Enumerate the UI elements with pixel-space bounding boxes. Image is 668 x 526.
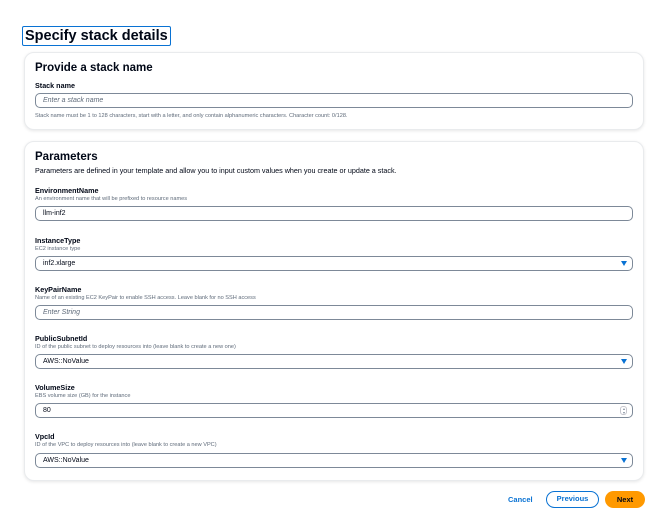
caret-down-icon xyxy=(621,261,627,266)
vpc-id-label: VpcId xyxy=(35,432,55,441)
number-spinner-icon[interactable] xyxy=(620,406,627,415)
stack-name-label: Stack name xyxy=(35,81,75,90)
vpc-id-hint: ID of the VPC to deploy resources into (leave blank to create a new VPC) xyxy=(35,442,217,448)
public-subnet-id-hint: ID of the public subnet to deploy resources into (leave blank to create a new one) xyxy=(35,344,236,350)
parameters-panel xyxy=(24,141,644,481)
vpc-id-value: AWS::NoValue xyxy=(43,457,89,464)
key-pair-name-hint: Name of an existing EC2 KeyPair to enable SSH access. Leave blank for no SSH access xyxy=(35,295,256,301)
stack-name-heading: Provide a stack name xyxy=(35,62,153,74)
vpc-id-select[interactable] xyxy=(35,453,633,468)
environment-name-hint: An environment name that will be prefixed to resource names xyxy=(35,196,188,202)
instance-type-label: InstanceType xyxy=(35,236,81,245)
cancel-button[interactable]: Cancel xyxy=(508,495,533,504)
stack-name-input[interactable]: Enter a stack name xyxy=(35,93,633,108)
volume-size-value: 80 xyxy=(43,407,51,414)
stack-name-hint: Stack name must be 1 to 128 characters, start with a letter, and only contain alphanumeric characters. Character count: 0/128. xyxy=(35,113,348,119)
page-title: Specify stack details xyxy=(22,26,171,46)
volume-size-label: VolumeSize xyxy=(35,383,75,392)
public-subnet-id-select[interactable] xyxy=(35,354,633,369)
parameters-heading: Parameters xyxy=(35,151,98,163)
next-button[interactable]: Next xyxy=(605,491,645,508)
public-subnet-id-label: PublicSubnetId xyxy=(35,334,88,343)
volume-size-input[interactable] xyxy=(35,403,633,418)
caret-down-icon xyxy=(621,458,627,463)
stack-name-panel xyxy=(24,52,644,130)
instance-type-value: inf2.xlarge xyxy=(43,260,76,267)
key-pair-name-label: KeyPairName xyxy=(35,285,82,294)
environment-name-input[interactable]: llm-inf2 xyxy=(35,206,633,221)
public-subnet-id-value: AWS::NoValue xyxy=(43,358,89,365)
previous-button[interactable]: Previous xyxy=(546,491,599,508)
caret-down-icon xyxy=(621,359,627,364)
instance-type-hint: EC2 instance type xyxy=(35,246,81,252)
key-pair-name-input[interactable]: Enter String xyxy=(35,305,633,320)
volume-size-hint: EBS volume size (GB) for the instance xyxy=(35,393,131,399)
instance-type-select[interactable] xyxy=(35,256,633,271)
environment-name-label: EnvironmentName xyxy=(35,186,99,195)
parameters-description: Parameters are defined in your template and allow you to input custom values when you create or update a stack. xyxy=(35,166,397,175)
